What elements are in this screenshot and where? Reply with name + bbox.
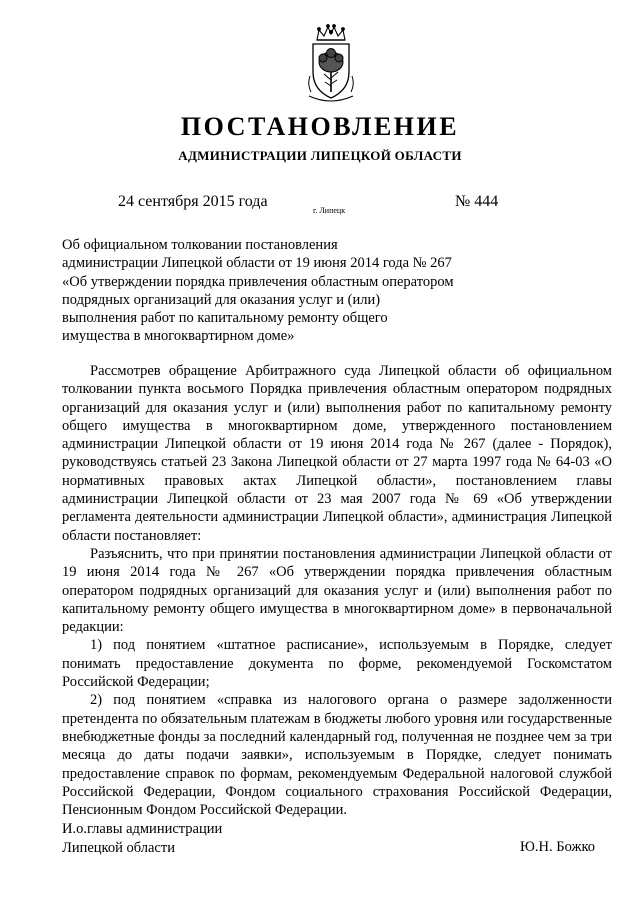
heading-line: «Об утверждении порядка привлечения областным оператором xyxy=(62,273,454,290)
body-paragraph: 2) под понятием «справка из налогового органа о размере задолженности претендента по обязательным платежам в бюджеты любого уровня или государственные внебюджетные фонды за последний календарный год, полученная не позднее чем за три месяца до даты подачи заявки», используемым в Порядке, следует понимать предоставление справок по формам, рекомендуемым Федеральной налоговой службой Российской Федерации, Фондом социального страхования Российской Федерации, Пенсионным Фондом Российской Федерации. xyxy=(62,692,612,819)
signature-position-line: Липецкой области xyxy=(62,839,175,856)
signature-position xyxy=(62,820,222,857)
signature-position-line: И.о.главы администрации xyxy=(62,821,223,837)
document-heading xyxy=(62,236,532,346)
heading-line: подрядных организаций для оказания услуг и (или) xyxy=(62,291,381,308)
coat-of-arms-icon xyxy=(303,22,359,102)
document-subtitle: АДМИНИСТРАЦИИ ЛИПЕЦКОЙ ОБЛАСТИ xyxy=(178,148,462,163)
heading-line: администрации Липецкой области от 19 июня 2014 года № 267 xyxy=(62,255,452,272)
body-paragraph: Рассмотрев обращение Арбитражного суда Липецкой области об официальном толковании пункта восьмого Порядка привлечения областным оператором подрядных организаций для оказания услуг и (или) выполнения работ по капитальному ремонту общего имущества в многоквартирном доме, утвержденного постановлением администрации Липецкой области от 19 июня 2014 года № 267 (далее - Порядок), руководствуясь статьей 23 Закона Липецкой области от 27 марта 1997 года № 64-03 «О нормативных правовых актах Липецкой области», постановлением главы администрации Липецкой области от 23 мая 2007 года № 69 «Об утверждении регламента деятельности администрации Липецкой области», администрация Липецкой области постановляет: xyxy=(62,363,612,544)
signature-name: Ю.Н. Божко xyxy=(520,839,596,855)
document-date: 24 сентября 2015 года xyxy=(118,193,268,210)
document-title: ПОСТАНОВЛЕНИЕ xyxy=(180,112,460,141)
document-body xyxy=(62,362,612,819)
document-place: г. Липецк xyxy=(313,206,346,215)
heading-line: имущества в многоквартирном доме» xyxy=(62,328,295,345)
heading-line: выполнения работ по капитальному ремонту общего xyxy=(62,310,388,327)
body-paragraph: 1) под понятием «штатное расписание», используемым в Порядке, следует понимать предоставление документа по форме, рекомендуемой Госкомстатом Российской Федерации; xyxy=(62,637,612,691)
document-number: № 444 xyxy=(455,193,499,210)
heading-line: Об официальном толковании постановления xyxy=(62,237,338,253)
body-paragraph: Разъяснить, что при принятии постановления администрации Липецкой области от 19 июня 2014 года № 267 «Об утверждении порядка привлечения областным оператором подрядных организаций для оказания услуг и (или) выполнения работ по капитальному ремонту общего имущества в многоквартирном доме» в первоначальной редакции: xyxy=(62,545,612,636)
